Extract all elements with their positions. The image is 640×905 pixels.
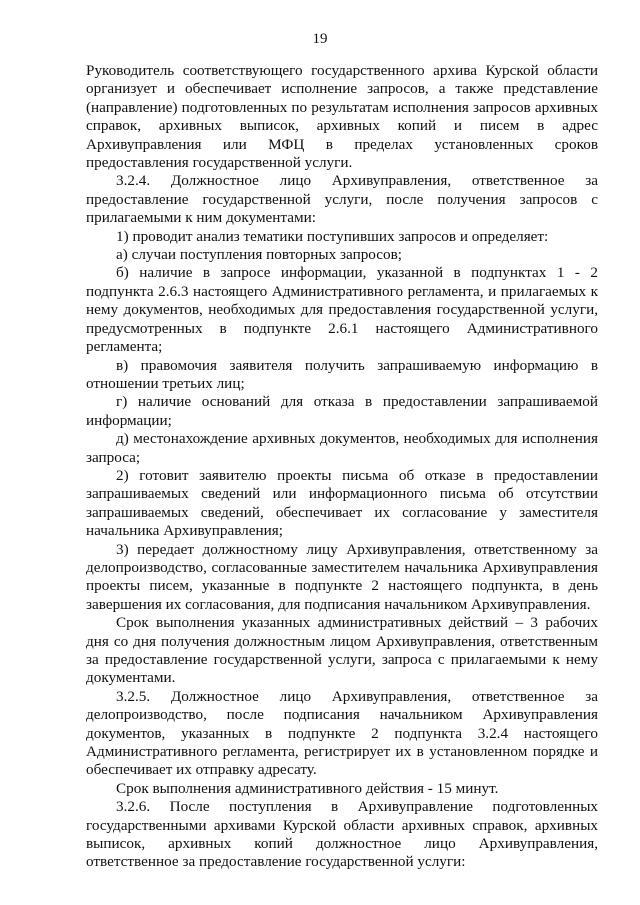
paragraph-3-2-4: 3.2.4. Должностное лицо Архивуправления, ответственное за предоставление государственной услуги, после получения запросов с прилагаемыми к ним документами:: [86, 172, 598, 227]
list-item-d: д) местонахождение архивных документов, необходимых для исполнения запроса;: [86, 430, 598, 466]
paragraph-3-2-6: 3.2.6. После поступления в Архивуправление подготовленных государственными архивами Курской области архивных справок, архивных выписок, архивных копий должностное лицо Архивуправления, ответственное за предоставление государственной услуги:: [86, 798, 598, 871]
list-item-a: а) случаи поступления повторных запросов;: [116, 246, 402, 264]
page-number: 19: [312, 31, 328, 47]
list-item-g: г) наличие оснований для отказа в предоставлении запрашиваемой информации;: [86, 393, 598, 429]
paragraph-archive-head: Руководитель соответствующего государственного архива Курской области организует и обеспечивает исполнение запросов, а также представление (направление) подготовленных по результатам исполнения запросов архивных справок, архивных выписок, архивных копий и писем в адрес Архивуправления или МФЦ в пределах установленных сроков предоставления государственной услуги.: [86, 62, 598, 172]
paragraph-3-2-5: 3.2.5. Должностное лицо Архивуправления, ответственное за делопроизводство, после подписания начальником Архивуправления документов, указанных в подпункте 2 подпункта 3.2.4 настоящего Административного регламента, регистрирует их в установленном порядке и обеспечивает их отправку адресату.: [86, 687, 598, 779]
paragraph-deadline-3-days: Срок выполнения указанных административных действий – 3 рабочих дня со дня получения должностным лицом Архивуправления, ответственным за предоставление государственной услуги, запроса с прилагаемыми к нему документами.: [86, 614, 598, 687]
paragraph-transfer-drafts: 3) передает должностному лицу Архивуправления, ответственному за делопроизводство, согласованные заместителем начальника Архивуправления проекты писем, указанные в подпункте 2 настоящего подпункта, в день завершения их согласования, для подписания начальником Архивуправления.: [86, 540, 598, 613]
document-body: [86, 62, 598, 872]
list-item-b: б) наличие в запросе информации, указанной в подпунктах 1 - 2 подпункта 2.6.3 настоящего Административного регламента, и прилагаемых к нему документов, необходимых для предоставления государственной услуги, предусмотренных в подпункте 2.6.1 настоящего Административного регламента;: [86, 264, 598, 356]
paragraph-prepare-letters: 2) готовит заявителю проекты письма об отказе в предоставлении запрашиваемых сведений или информационного письма об отсутствии запрашиваемых сведений, обеспечивает их согласование у заместителя начальника Архивуправления;: [86, 466, 598, 540]
paragraph-analysis: 1) проводит анализ тематики поступивших запросов и определяет:: [116, 227, 549, 245]
paragraph-deadline-15-min: Срок выполнения административного действия - 15 минут.: [116, 779, 499, 797]
list-item-v: в) правомочия заявителя получить запрашиваемую информацию в отношении третьих лиц;: [86, 356, 598, 392]
